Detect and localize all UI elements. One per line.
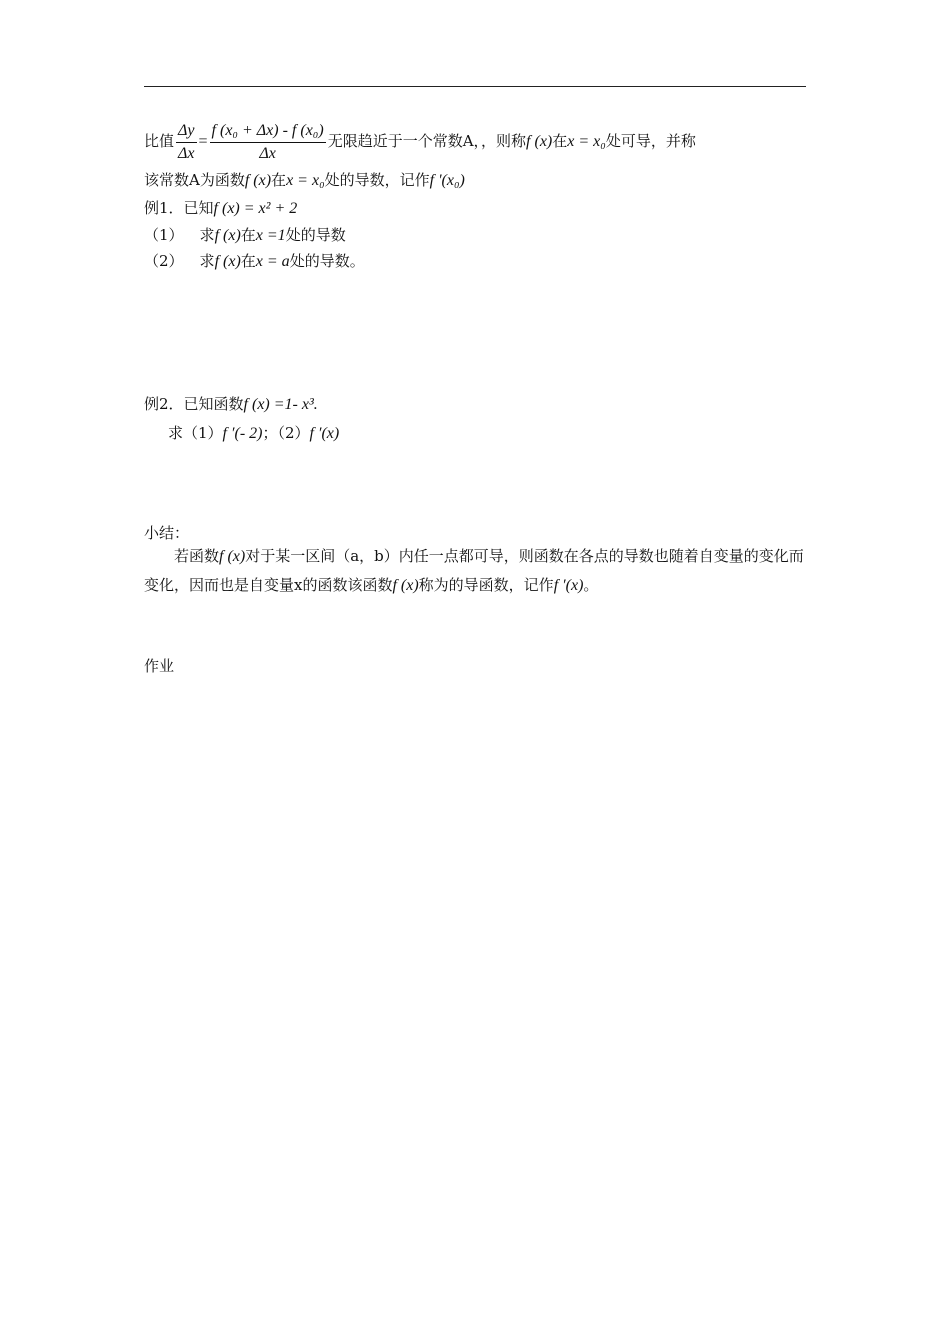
definition-text-1: 无限趋近于一个常数A，，则称 xyxy=(327,132,527,150)
definition-line-2 xyxy=(144,170,465,191)
definition-line2-text-b: 在 xyxy=(271,171,287,189)
summary-fx-2: f (x) xyxy=(392,577,419,594)
example1-item2-text-a: 求 xyxy=(199,252,215,270)
example2-formula: f (x) =1- x³. xyxy=(243,396,318,413)
definition-line2-text-c: 处的导数，记作 xyxy=(324,171,430,189)
derivative-notation: f '(x₀) xyxy=(429,172,465,189)
definition-text-3: 处可导，并称 xyxy=(605,132,696,150)
definition-fx: f (x) xyxy=(526,133,553,150)
example2-derivative-function: f ′(x) xyxy=(309,425,340,442)
ratio-fraction xyxy=(176,120,197,165)
example1-item2-xeq: x = a xyxy=(255,253,290,270)
example1-label: 例1．已知 xyxy=(144,199,214,217)
example2-ask-a: 求（1） xyxy=(168,424,223,442)
example1-item2-text-c: 处的导数。 xyxy=(289,252,365,270)
example2-ask-separator: ；（2） xyxy=(262,424,310,442)
difference-quotient-numerator: f (x₀ + Δx) - f (x₀) xyxy=(210,120,326,143)
example1-heading xyxy=(144,198,297,219)
summary-text-a: 若函数 xyxy=(174,547,220,565)
ratio-denominator: Δx xyxy=(178,144,195,162)
example1-item1-number: （1） xyxy=(144,226,184,244)
example1-item1-xeq: x =1 xyxy=(255,227,286,244)
ratio-numerator: Δy xyxy=(176,120,197,143)
definition-line2-text-a: 该常数A为函数 xyxy=(144,171,245,189)
equals-sign: = xyxy=(198,133,208,150)
example2-label: 例2．已知函数 xyxy=(144,395,244,413)
summary-paragraph xyxy=(144,542,806,600)
difference-quotient-denominator: Δx xyxy=(259,144,276,162)
definition-line2-fx: f (x) xyxy=(244,172,272,189)
definition-text-2: 在 xyxy=(552,132,568,150)
summary-text-b: 对于某一区间（a，b）内任一点都可导，则函数在各点的导数也随着自变量的变化而变化，因而也是自变量x的函数该函数 xyxy=(144,547,804,594)
definition-x-eq-x0: x = x₀ xyxy=(567,133,606,150)
example2-question xyxy=(168,423,339,444)
example1-item-1 xyxy=(144,225,346,246)
example1-item2-number: （2） xyxy=(144,252,184,270)
example1-item2-fx: f (x) xyxy=(214,253,241,270)
summary-heading: 小结： xyxy=(144,524,190,542)
summary-text-d: 。 xyxy=(583,576,599,594)
example1-item1-fx: f (x) xyxy=(214,227,241,244)
example1-item-2 xyxy=(144,251,365,272)
example2-derivative-at-minus-2: f ′(- 2) xyxy=(222,425,263,442)
difference-quotient-fraction xyxy=(210,120,326,165)
definition-line2-xeq: x = x₀ xyxy=(286,172,325,189)
example2-heading xyxy=(144,394,318,415)
homework-heading: 作业 xyxy=(144,657,175,675)
summary-text-c: 称为的导函数，记作 xyxy=(418,576,554,594)
example1-item1-text-c: 处的导数 xyxy=(285,226,346,244)
summary-fx-1: f (x) xyxy=(219,548,246,565)
example1-item2-text-b: 在 xyxy=(240,252,256,270)
definition-line-1 xyxy=(144,118,696,165)
example1-formula: f (x) = x² + 2 xyxy=(213,200,298,217)
header-rule xyxy=(144,86,806,87)
example1-item1-text-b: 在 xyxy=(240,226,256,244)
example1-item1-text-a: 求 xyxy=(199,226,215,244)
summary-derivative-notation: f ′(x) xyxy=(553,577,584,594)
definition-lead: 比值 xyxy=(144,132,175,150)
